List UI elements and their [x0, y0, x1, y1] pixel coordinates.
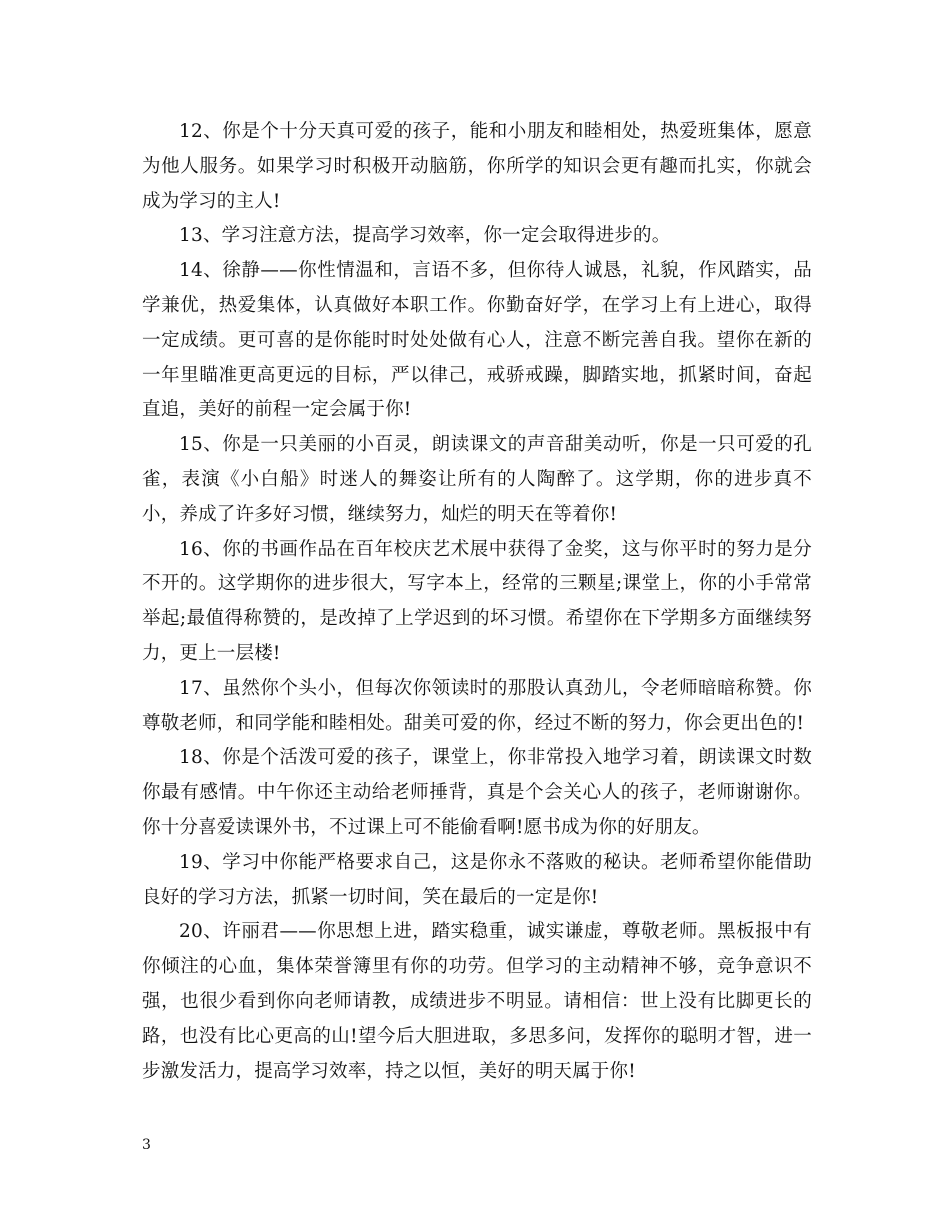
- paragraph-16: 16、你的书画作品在百年校庆艺术展中获得了金奖，这与你平时的努力是分不开的。这学期你的进步很大，写字本上，经常的三颗星;课堂上，你的小手常常举起;最值得称赞的，是改掉了上学迟到的坏习惯。希望你在下学期多方面继续努力，更上一层楼!: [142, 538, 812, 664]
- paragraph-19: 19、学习中你能严格要求自己，这是你永不落败的秘诀。老师希望你能借助良好的学习方法，抓紧一切时间，笑在最后的一定是你!: [142, 851, 812, 908]
- document-body: [142, 115, 812, 1089]
- paragraph-17: 17、虽然你个头小，但每次你领读时的那股认真劲儿，令老师暗暗称赞。你尊敬老师，和同学能和睦相处。甜美可爱的你，经过不断的努力，你会更出色的!: [142, 677, 812, 734]
- paragraph-12: 12、你是个十分天真可爱的孩子，能和小朋友和睦相处，热爱班集体，愿意为他人服务。如果学习时积极开动脑筋，你所学的知识会更有趣而扎实，你就会成为学习的主人!: [142, 121, 812, 212]
- paragraph-13: 13、学习注意方法，提高学习效率，你一定会取得进步的。: [179, 225, 671, 247]
- paragraph-20: 20、许丽君——你思想上进，踏实稳重，诚实谦虚，尊敬老师。黑板报中有你倾注的心血，集体荣誉簿里有你的功劳。但学习的主动精神不够，竞争意识不强，也很少看到你向老师请教，成绩进步不明显。请相信：世上没有比脚更长的路，也没有比心更高的山!望今后大胆进取，多思多问，发挥你的聪明才智，进一步激发活力，提高学习效率，持之以恒，美好的明天属于你!: [142, 921, 812, 1082]
- paragraph-15: 15、你是一只美丽的小百灵，朗读课文的声音甜美动听，你是一只可爱的孔雀，表演《小白船》时迷人的舞姿让所有的人陶醉了。这学期，你的进步真不小，养成了许多好习惯，继续努力，灿烂的明天在等着你!: [142, 434, 812, 525]
- paragraph-14: 14、徐静——你性情温和，言语不多，但你待人诚恳，礼貌，作风踏实，品学兼优，热爱集体，认真做好本职工作。你勤奋好学，在学习上有上进心，取得一定成绩。更可喜的是你能时时处处做有心人，注意不断完善自我。望你在新的一年里瞄准更高更远的目标，严以律己，戒骄戒躁，脚踏实地，抓紧时间，奋起直追，美好的前程一定会属于你!: [142, 260, 812, 421]
- paragraph-18: 18、你是个活泼可爱的孩子，课堂上，你非常投入地学习着，朗读课文时数你最有感情。中午你还主动给老师捶背，真是个会关心人的孩子，老师谢谢你。你十分喜爱读课外书，不过课上可不能偷看啊!愿书成为你的好朋友。: [142, 747, 812, 838]
- page-number: 3: [142, 1137, 151, 1153]
